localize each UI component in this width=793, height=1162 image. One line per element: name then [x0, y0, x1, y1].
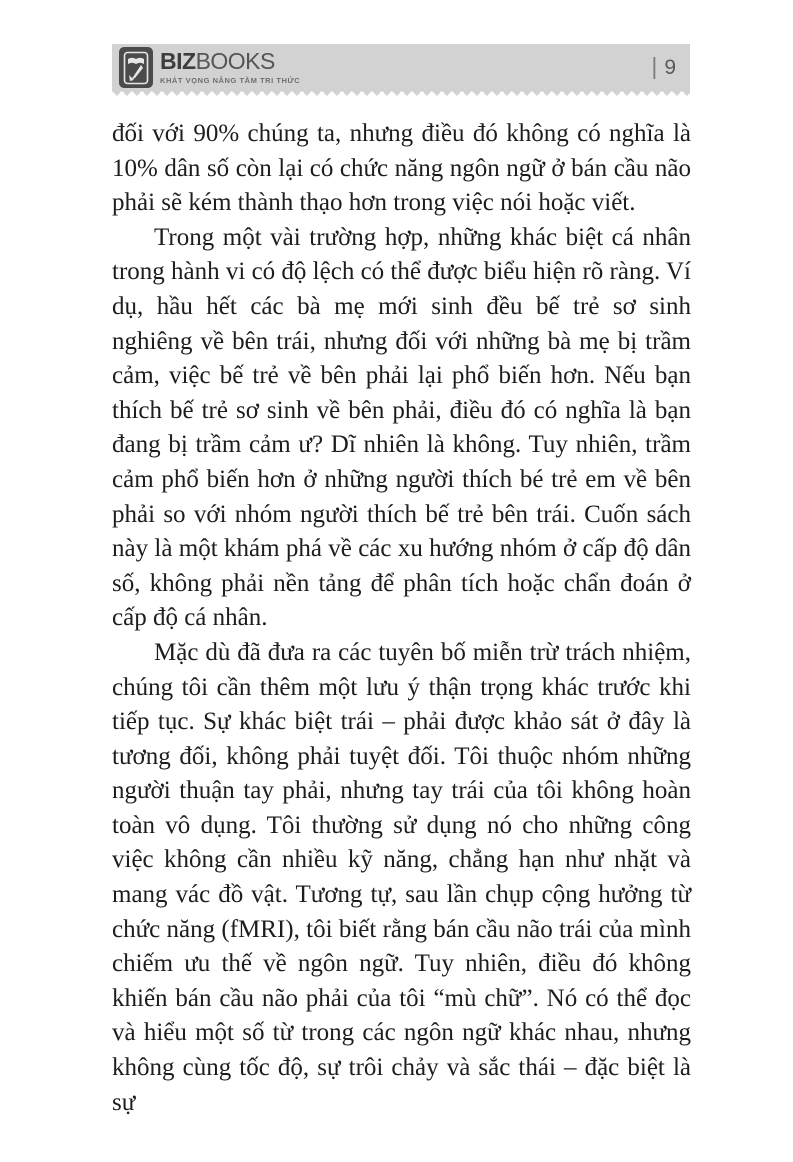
- page-number: 9: [664, 55, 676, 79]
- paragraph: đối với 90% chúng ta, nhưng điều đó không có nghĩa là 10% dân số còn lại có chức năng ngôn ngữ ở bán cầu não phải sẽ kém thành thạo hơn trong việc nói hoặc viết.: [112, 120, 691, 217]
- page-number-group: [651, 54, 676, 81]
- brand-name: [160, 50, 300, 73]
- page-number-separator: |: [651, 53, 658, 79]
- header-band: [112, 44, 690, 91]
- brand-tagline: KHÁT VỌNG NÂNG TẦM TRI THỨC: [160, 76, 301, 86]
- logo-text: [160, 50, 300, 85]
- paragraph: Mặc dù đã đưa ra các tuyên bố miễn trừ trách nhiệm, chúng tôi cần thêm một lưu ý thận trọng khác trước khi tiếp tục. Sự khác biệt trái – phải được khảo sát ở đây là tương đối, không phải tuyệt đối. Tôi thuộc nhóm những người thuận tay phải, nhưng tay trái của tôi không hoàn toàn vô dụng. Tôi thường sử dụng nó cho những công việc không cần nhiều kỹ năng, chẳng hạn như nhặt và mang vác đồ vật. Tương tự, sau lần chụp cộng hưởng từ chức năng (fMRI), tôi biết rằng bán cầu não trái của mình chiếm ưu thế về ngôn ngữ. Tuy nhiên, điều đó không khiến bán cầu não phải của tôi “mù chữ”. Nó có thể đọc và hiểu một số từ trong các ngôn ngữ khác nhau, nhưng không cùng tốc độ, sự trôi chảy và sắc thái – đặc biệt là sự: [112, 638, 691, 1116]
- paragraph: Trong một vài trường hợp, những khác biệt cá nhân trong hành vi có độ lệch có thể được biểu hiện rõ ràng. Ví dụ, hầu hết các bà mẹ mới sinh đều bế trẻ sơ sinh nghiêng về bên trái, nhưng đối với những bà mẹ bị trầm cảm, việc bế trẻ về bên phải lại phổ biến hơn. Nếu bạn thích bế trẻ sơ sinh về bên phải, điều đó có nghĩa là bạn đang bị trầm cảm ư? Dĩ nhiên là không. Tuy nhiên, trầm cảm phổ biến hơn ở những người thích bé trẻ em về bên phải so với nhóm người thích bế trẻ bên trái. Cuốn sách này là một khám phá về các xu hướng nhóm ở cấp độ dân số, không phải nền tảng để phân tích hoặc chẩn đoán ở cấp độ cá nhân.: [112, 223, 691, 632]
- bizbooks-logo: [119, 47, 300, 88]
- page-text: [112, 117, 691, 1120]
- perforated-edge: [112, 91, 690, 96]
- bizbooks-book-icon: [119, 47, 153, 88]
- brand-name-books: BOOKS: [195, 48, 275, 75]
- brand-name-biz: BIZ: [160, 48, 196, 75]
